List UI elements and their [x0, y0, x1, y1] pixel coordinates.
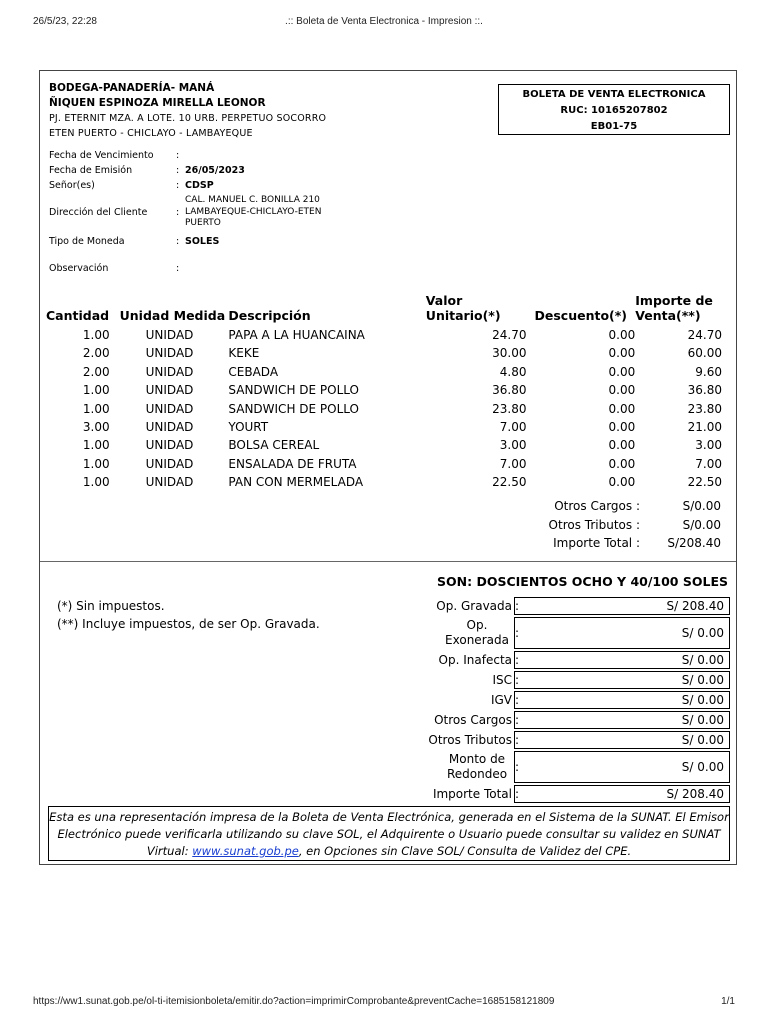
importe-total-value: S/208.40: [667, 536, 721, 550]
cell-disc: 0.00: [608, 401, 636, 416]
col-unidad: Unidad Medida: [119, 308, 226, 323]
cell-unit: UNIDAD: [145, 420, 194, 435]
table-row: [46, 436, 732, 454]
issuer-owner: ÑIQUEN ESPINOZA MIRELLA LEONOR: [49, 97, 266, 109]
receipt-document: [39, 70, 737, 865]
summary-label: Monto de Redondeo: [446, 752, 508, 781]
col-importe: Importe de Venta(**): [635, 293, 713, 323]
summary-row: Monto de Redondeo : S/ 0.00: [410, 751, 732, 783]
summary-row: Op. Gravada : S/ 208.40: [410, 597, 732, 615]
summary-label: Importe Total: [432, 787, 512, 801]
cell-val: 24.70: [492, 328, 527, 342]
summary-value: S/ 0.00: [514, 617, 730, 649]
summary-row: IGV : S/ 0.00: [410, 691, 732, 709]
print-datetime: 26/5/23, 22:28: [33, 16, 97, 27]
cell-imp: 23.80: [687, 401, 722, 416]
cell-desc: KEKE: [228, 346, 260, 361]
table-row: [46, 344, 732, 362]
document-number: EB01-75: [590, 121, 638, 132]
summary-value: S/ 208.40: [514, 597, 730, 615]
summary-value: S/ 0.00: [514, 731, 730, 749]
cell-imp: 60.00: [687, 346, 722, 361]
cell-qty: 1.00: [82, 401, 110, 416]
cell-unit: UNIDAD: [145, 456, 194, 471]
col-valor: Valor Unitario(*): [425, 293, 501, 323]
cell-disc: 0.00: [608, 364, 636, 379]
summary-label: ISC: [492, 673, 512, 687]
colon: :: [176, 150, 180, 161]
table-row: [46, 400, 732, 418]
colon: :: [176, 263, 180, 274]
print-title: .:: Boleta de Venta Electronica - Impresion ::.: [285, 16, 483, 27]
cell-qty: 1.00: [82, 475, 110, 490]
summary-label: Otros Tributos: [428, 733, 512, 747]
direccion-value: CAL. MANUEL C. BONILLA 210 LAMBAYEQUE-CHICLAYO-ETEN PUERTO: [185, 195, 322, 228]
items-header-row: [46, 293, 732, 326]
summary-row: Otros Cargos : S/ 0.00: [410, 711, 732, 729]
cell-disc: 0.00: [608, 346, 636, 361]
table-row: [46, 455, 732, 473]
issuer-address-1: PJ. ETERNIT MZA. A LOTE. 10 URB. PERPETUO SOCORRO: [49, 113, 327, 124]
otros-cargos-label: Otros Cargos :: [554, 499, 640, 513]
cell-unit: UNIDAD: [145, 346, 194, 361]
line-totals: [520, 499, 730, 555]
importe-total-row: [520, 536, 730, 555]
colon: :: [176, 180, 180, 191]
cell-desc: PAN CON MERMELADA: [228, 475, 364, 490]
otros-tributos-value: S/0.00: [682, 517, 721, 532]
section-divider: [40, 561, 736, 562]
col-descripcion: Descripción: [228, 308, 311, 323]
cell-val: 7.00: [499, 456, 527, 471]
document-type-box: [498, 84, 730, 135]
summary-value: S/ 0.00: [514, 691, 730, 709]
cell-imp: 7.00: [695, 456, 722, 471]
cell-disc: 0.00: [608, 383, 636, 398]
cell-imp: 22.50: [687, 475, 722, 490]
emision-value: 26/05/2023: [185, 165, 245, 176]
moneda-value: SOLES: [185, 236, 220, 247]
summary-label: Op. Inafecta: [438, 653, 512, 667]
cell-unit: UNIDAD: [145, 364, 194, 379]
col-cantidad: Cantidad: [46, 308, 110, 323]
cell-val: 3.00: [499, 438, 527, 453]
cell-imp: 36.80: [687, 383, 722, 398]
table-row: [46, 326, 732, 344]
moneda-label: Tipo de Moneda: [49, 236, 125, 247]
summary-row: ISC : S/ 0.00: [410, 671, 732, 689]
issuer-address-2: ETEN PUERTO - CHICLAYO - LAMBAYEQUE: [49, 128, 253, 139]
table-row: [46, 363, 732, 381]
cell-imp: 24.70: [687, 328, 722, 342]
cell-qty: 2.00: [82, 346, 110, 361]
col-descuento: Descuento(*): [534, 308, 628, 323]
document-type: BOLETA DE VENTA ELECTRONICA: [522, 89, 706, 100]
issuer-block: [49, 81, 326, 141]
legal-text-end: , en Opciones sin Clave SOL/ Consulta de Validez del CPE.: [298, 844, 632, 858]
page-number: 1/1: [721, 996, 735, 1007]
senor-label: Señor(es): [49, 180, 95, 191]
cell-desc: ENSALADA DE FRUTA: [228, 456, 357, 471]
cell-unit: UNIDAD: [145, 475, 194, 490]
cell-imp: 3.00: [695, 438, 722, 453]
cell-disc: 0.00: [608, 475, 636, 490]
cell-qty: 1.00: [82, 328, 110, 342]
cell-val: 36.80: [492, 383, 527, 398]
cell-imp: 9.60: [695, 364, 722, 379]
print-header: [33, 16, 735, 30]
cell-qty: 3.00: [82, 420, 110, 435]
cell-imp: 21.00: [687, 420, 722, 435]
footnotes: [57, 597, 320, 633]
customer-info: [49, 150, 509, 278]
legal-notice: [48, 806, 730, 861]
cell-val: 22.50: [492, 475, 527, 490]
cell-qty: 1.00: [82, 456, 110, 471]
document-ruc: RUC: 10165207802: [560, 105, 668, 116]
cell-qty: 1.00: [82, 438, 110, 453]
colon: :: [176, 165, 180, 176]
footnote-1: (*) Sin impuestos.: [57, 599, 165, 613]
cell-desc: SANDWICH DE POLLO: [228, 383, 359, 398]
cell-val: 4.80: [499, 364, 527, 379]
cell-desc: PAPA A LA HUANCAINA: [228, 328, 365, 342]
items-table: [46, 293, 732, 492]
summary-value: S/ 0.00: [514, 671, 730, 689]
summary-label: IGV: [490, 693, 512, 707]
cell-unit: UNIDAD: [145, 401, 194, 416]
direccion-label: Dirección del Cliente: [49, 207, 148, 218]
cell-disc: 0.00: [608, 438, 636, 453]
cell-unit: UNIDAD: [145, 383, 194, 398]
sunat-link[interactable]: www.sunat.gob.pe: [192, 844, 299, 858]
cell-val: 23.80: [492, 401, 527, 416]
cell-qty: 2.00: [82, 364, 110, 379]
senor-value: CDSP: [185, 180, 214, 191]
issuer-name: BODEGA-PANADERÍA- MANÁ: [49, 82, 215, 94]
summary-row: Importe Total : S/ 208.40: [410, 785, 732, 803]
cell-disc: 0.00: [608, 420, 636, 435]
otros-tributos-row: [520, 518, 730, 537]
otros-tributos-label: Otros Tributos :: [548, 517, 640, 532]
otros-cargos-row: [520, 499, 730, 518]
emision-label: Fecha de Emisión: [49, 165, 133, 176]
summary-label: Otros Cargos: [434, 713, 512, 727]
cell-disc: 0.00: [608, 328, 636, 342]
print-url: https://ww1.sunat.gob.pe/ol-ti-itemisionboleta/emitir.do?action=imprimirComprobante&preventCache=1685158121809: [33, 996, 555, 1007]
cell-unit: UNIDAD: [145, 328, 194, 342]
colon: :: [176, 207, 180, 218]
cell-val: 30.00: [492, 346, 527, 361]
print-footer: [33, 996, 735, 1010]
importe-total-label: Importe Total :: [553, 536, 640, 550]
table-row: [46, 418, 732, 436]
table-row: [46, 381, 732, 399]
summary-value: S/ 0.00: [514, 651, 730, 669]
colon: :: [176, 236, 180, 247]
otros-cargos-value: S/0.00: [682, 499, 721, 513]
cell-desc: BOLSA CEREAL: [228, 438, 320, 453]
legal-text: Esta es una representación impresa de la Boleta de Venta Electrónica, generada en el Sistema de la SUNAT. El Emisor Electrónico puede verificarla utilizando su clave SOL, el Adquirente o Usuario puede consultar su validez en SUNAT Virtual:: [49, 810, 729, 858]
summary-label: Op. Gravada: [436, 599, 512, 613]
venc-label: Fecha de Vencimiento: [49, 150, 154, 161]
cell-desc: SANDWICH DE POLLO: [228, 401, 359, 416]
cell-desc: CEBADA: [228, 364, 279, 379]
summary-value: S/ 208.40: [514, 785, 730, 803]
cell-unit: UNIDAD: [145, 438, 194, 453]
cell-qty: 1.00: [82, 383, 110, 398]
summary-value: S/ 0.00: [514, 751, 730, 783]
cell-disc: 0.00: [608, 456, 636, 471]
summary-label: Op. Exonerada: [445, 618, 509, 647]
summary-value: S/ 0.00: [514, 711, 730, 729]
summary-row: Op. Inafecta : S/ 0.00: [410, 651, 732, 669]
table-row: [46, 473, 732, 491]
footnote-2: (**) Incluye impuestos, de ser Op. Gravada.: [57, 617, 320, 631]
cell-val: 7.00: [499, 420, 527, 435]
summary-row: Op. Exonerada : S/ 0.00: [410, 617, 732, 649]
amount-in-words: SON: DOSCIENTOS OCHO Y 40/100 SOLES: [437, 574, 728, 589]
obs-label: Observación: [49, 263, 109, 274]
summary-row: Otros Tributos : S/ 0.00: [410, 731, 732, 749]
cell-desc: YOURT: [228, 420, 269, 435]
